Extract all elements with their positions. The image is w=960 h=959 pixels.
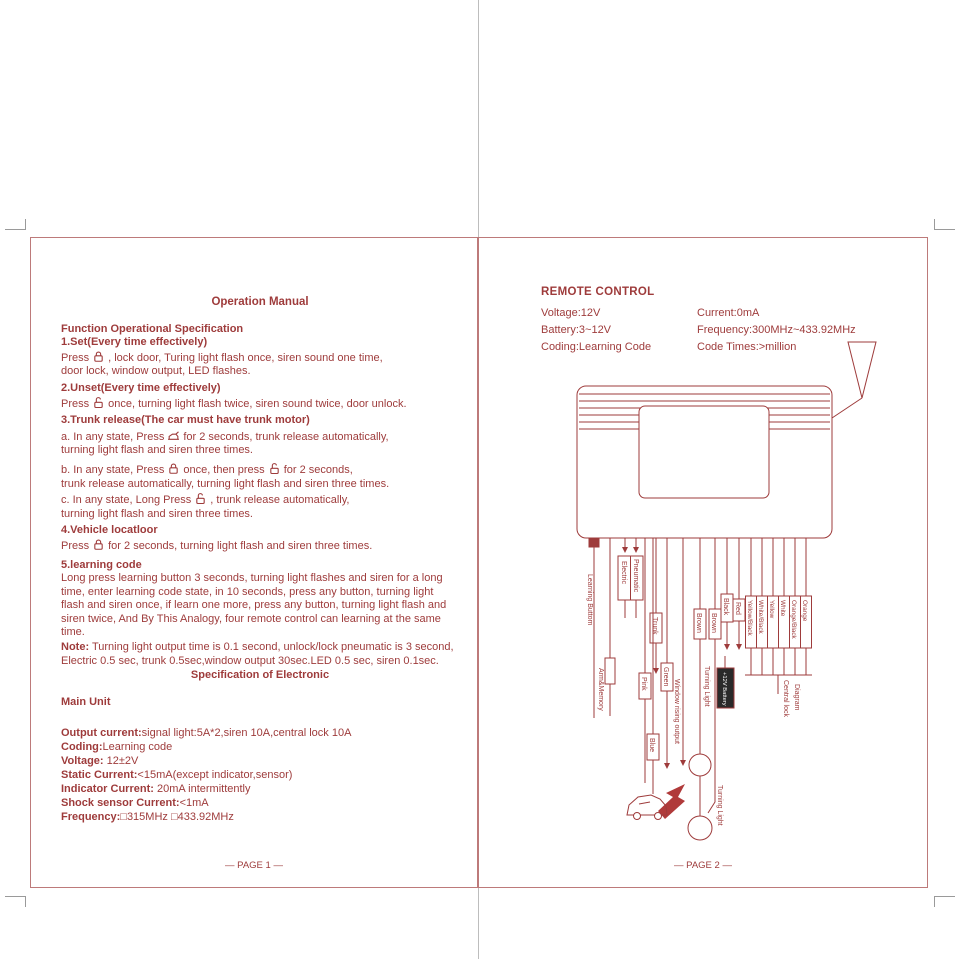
lock-button-icon <box>92 538 105 551</box>
antenna-icon <box>848 342 876 398</box>
trunk-item-c <box>61 492 459 521</box>
spec-label: Frequency: <box>61 811 121 824</box>
text-run: once, turning light flash twice, siren sound twice, door unlock. <box>108 397 407 410</box>
spec-line: Coding:Learning Code <box>541 341 652 353</box>
text-run: Turning light output time is 0.1 second, unlock/lock pneumatic is 3 second, Electric 0.5 sec, trunk 0.5sec,window output 30sec.LED 0.5 sec, siren 0.1sec. <box>61 641 454 667</box>
spec-line: Voltage:12V <box>541 307 601 319</box>
crop-mark <box>5 896 25 897</box>
wire-label: Window rising output <box>673 679 680 744</box>
spec-row <box>61 740 459 754</box>
unlock-button-icon <box>92 396 105 409</box>
wire-label: Arm&Memory <box>597 668 604 711</box>
spec-value: <15mA(except indicator,sensor) <box>137 769 293 782</box>
unlock-button-icon <box>268 462 281 475</box>
trunk-item-a <box>61 429 459 458</box>
wire-label: Blue <box>648 738 655 753</box>
spec-line: Code Times:>million <box>697 341 797 353</box>
text-run: a. In any state, Press <box>61 430 165 443</box>
page-2-footer: — PAGE 2 — <box>674 860 732 871</box>
spec-row <box>61 810 459 824</box>
wire-label: Yellow/Black <box>746 600 753 636</box>
page-1-footer: — PAGE 1 — <box>225 860 283 871</box>
trunk-button-icon <box>167 429 180 442</box>
wiring-diagram <box>479 238 927 887</box>
text-run: , trunk release automatically, <box>210 494 350 507</box>
text-run: Press <box>61 539 90 552</box>
wire-label: Orange <box>801 600 808 622</box>
note-paragraph <box>61 641 459 668</box>
spec-label: Shock sensor Current: <box>61 797 180 810</box>
crop-mark <box>934 219 935 230</box>
main-unit-panel <box>639 406 769 498</box>
wire-label: White/Black <box>757 600 764 634</box>
crop-mark <box>935 896 955 897</box>
heading-function-spec: Function Operational Specification <box>61 322 244 335</box>
heading-trunk-release: 3.Trunk release(The car must have trunk motor) <box>61 414 310 427</box>
spec-row <box>61 782 459 796</box>
wire-label: Orange/Black <box>790 600 797 639</box>
page-1 <box>30 237 478 888</box>
text-run: once, then press <box>183 463 265 476</box>
spec-line: Current:0mA <box>697 307 760 319</box>
note-label: Note: <box>61 641 90 654</box>
text-run: for 2 seconds, <box>283 463 353 476</box>
wire-label: Turning Light <box>716 785 723 826</box>
manual-title: Operation Manual <box>211 296 309 308</box>
wire-label: Electric <box>620 561 627 584</box>
spec-row <box>61 796 459 810</box>
heading-set: 1.Set(Every time effectively) <box>61 336 208 349</box>
text-run: c. In any state, Long Press <box>61 494 192 507</box>
spec-value: signal light:5A*2,siren 10A,central lock 10A <box>141 727 352 740</box>
heading-unset: 2.Unset(Every time effectively) <box>61 381 221 394</box>
wire-label: Central lock <box>782 680 789 717</box>
spec-row <box>61 726 459 740</box>
unset-description <box>61 396 459 412</box>
text-run: turning light flash and siren three times. <box>61 507 253 520</box>
lock-button-icon <box>92 350 105 363</box>
heading-specification-electronic: Specification of Electronic <box>190 669 330 682</box>
spec-value: <1mA <box>179 797 209 810</box>
trunk-item-b <box>61 462 459 491</box>
spec-label: Output current: <box>61 727 142 740</box>
wire-label: Brown <box>695 613 702 633</box>
crop-mark <box>5 229 25 230</box>
spec-value: 20mA intermittently <box>156 783 251 796</box>
wire-label: +12V Battery <box>721 672 727 706</box>
page-1-content <box>61 296 459 824</box>
spec-line: Battery:3~12V <box>541 324 612 336</box>
car-icon <box>627 795 667 820</box>
vehicle-location-description <box>61 538 459 554</box>
wire-label: White <box>779 600 786 617</box>
spec-value: Learning code <box>102 741 173 754</box>
crop-mark <box>25 219 26 230</box>
wire-label: Black <box>722 598 729 616</box>
spec-label: Voltage: <box>61 755 107 768</box>
text-run: turning light flash and siren three times. <box>61 444 253 457</box>
arm-memory-component <box>605 658 615 684</box>
page-2 <box>478 237 928 888</box>
wire-label: Trunk <box>651 617 658 635</box>
text-run: for 2 seconds, trunk release automatically, <box>183 430 389 443</box>
spec-label: Indicator Current: <box>61 783 157 796</box>
text-run: Press <box>61 351 90 364</box>
wire-label: Learning Buttom <box>586 574 593 626</box>
crop-mark <box>935 229 955 230</box>
heading-main-unit: Main Unit <box>61 695 111 708</box>
remote-control-title: REMOTE CONTROL <box>541 286 655 298</box>
unlock-button-icon <box>194 492 207 505</box>
lock-button-icon <box>167 462 180 475</box>
crop-mark <box>25 896 26 907</box>
turn-lamp-icon <box>688 816 712 840</box>
learning-code-description: Long press learning button 3 seconds, turning light flashes and siren for a long time, enter learning code state, in 10 seconds, press any button, turning light flash and siren once, if learn one more, press any button, turning light flash and siren twice, And By This Analogy, four remote control can learning at the same time. <box>61 572 447 639</box>
spec-label: Static Current: <box>61 769 138 782</box>
wire-label: Turning Light <box>703 666 710 707</box>
spec-row <box>61 754 459 768</box>
main-unit-specs <box>61 726 459 824</box>
learning-button-connector <box>589 538 599 547</box>
text-run: , lock door, Turing light flash once, siren sound one time, <box>108 351 383 364</box>
text-run: trunk release automatically, turning light flash and siren three times. <box>61 477 390 490</box>
text-run: b. In any state, Press <box>61 463 165 476</box>
spec-label: Coding: <box>61 741 103 754</box>
spec-value: □315MHz □433.92MHz <box>120 811 234 824</box>
crop-mark <box>934 896 935 907</box>
set-description <box>61 350 459 379</box>
wire-label: Pneumatic <box>632 559 639 593</box>
text-run: door lock, window output, LED flashes. <box>61 365 251 378</box>
spec-line: Frequency:300MHz~433.92MHz <box>697 324 856 336</box>
spec-value: 12±2V <box>106 755 139 768</box>
wire-label: Yellow <box>768 600 775 619</box>
heading-vehicle-location: 4.Vehicle locatloor <box>61 524 158 537</box>
heading-learning-code: 5.learning code <box>61 558 142 571</box>
wire-label: Green <box>662 667 669 687</box>
wire-label: Brown <box>710 613 717 633</box>
wire-label: Diagram <box>793 684 800 711</box>
turn-lamp-icon <box>689 754 711 776</box>
text-run: Press <box>61 397 90 410</box>
text-run: for 2 seconds, turning light flash and siren three times. <box>108 539 373 552</box>
wire-label: Pink <box>640 677 647 691</box>
wire-label: Red <box>734 602 741 615</box>
spec-row <box>61 768 459 782</box>
